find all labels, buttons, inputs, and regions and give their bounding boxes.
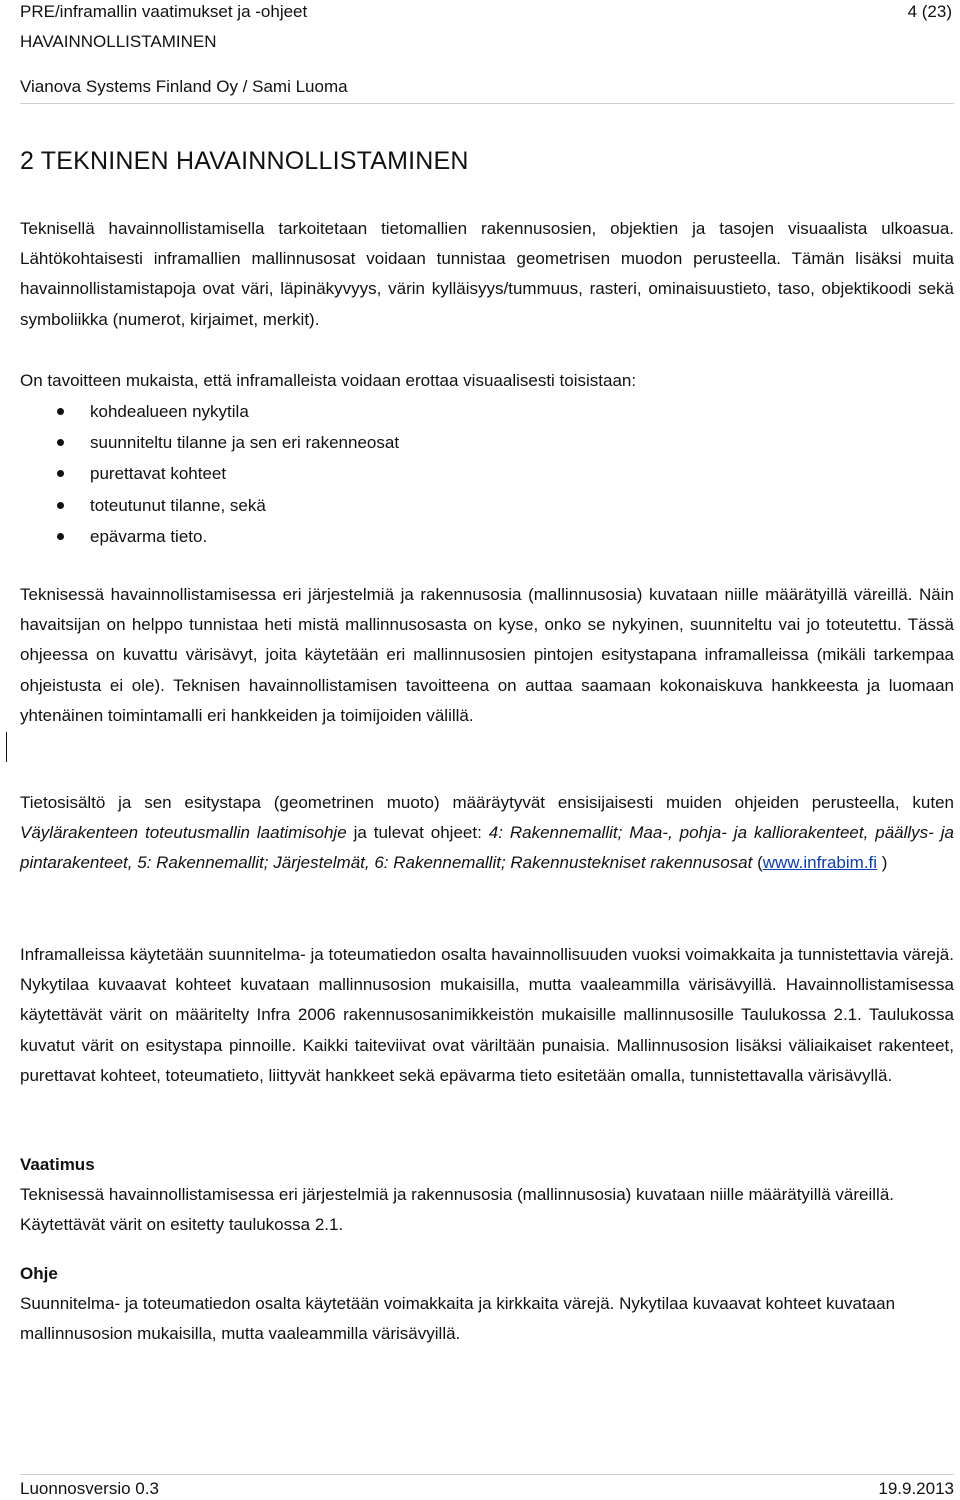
list-item: purettavat kohteet [20,458,399,489]
bullet-icon [57,533,64,540]
intro-paragraph: Teknisellä havainnollistamisella tarkoitetaan tietomallien rakennusosien, objektien ja tasojen visuaalista ulkoasua. Lähtökohtaisesti inframallien mallinnusosat voidaan tunnistaa geometrisen muodon perusteella. Tämän lisäksi muita havainnollistamistapoja ovat väri, läpinäkyvyys, värin kylläisyys/tummuus, rasteri, ominaisuustieto, taso, objektikoodi sekä symboliikka (numerot, kirjaimet, merkit). [20,219,954,329]
page-number: 4 (23) [907,2,952,21]
guideline-text: Suunnitelma- ja toteumatiedon osalta käytetään voimakkaita ja kirkkaita värejä. Nykytilaa kuvaavat kohteet kuvataan mallinnusosion mukaisilla, mutta vaaleammilla värisävyillä. [20,1294,896,1344]
technical-visualization-paragraph: Teknisessä havainnollistamisessa eri järjestelmiä ja rakennusosia (mallinnusosia) kuvataan niille määrätyillä väreillä. Näin havaitsijan on helppo tunnistaa heti mistä mallinnusosasta on kyse, onko se nykyinen, suunniteltu vai jo toteutettu. Tässä ohjeessa on kuvattu värisävyt, joita käytetään eri mallinnusosien pintojen esitystapana inframalleissa (mikäli tarkempaa ohjeistusta ei ole). Teknisen havainnollistamisen tavoitteena on auttaa saamaan kokonaiskuva hankkeesta ja luomaan yhtenäinen toimintamalli eri hankkeiden ja toimijoiden välillä. [20,585,954,725]
section-heading: 2 TEKNINEN HAVAINNOLLISTAMINEN [20,147,469,175]
list-item: suunniteltu tilanne ja sen eri rakenneosat [20,427,399,458]
goal-intro: On tavoitteen mukaista, että inframalleista voidaan erottaa visuaalisesti toisistaan: [20,371,637,390]
guideline-heading: Ohje [20,1264,58,1283]
bullet-icon [57,439,64,446]
document-subtitle: HAVAINNOLLISTAMINEN [20,32,217,51]
guideline-document-name: Väylärakenteen toteutusmallin laatimisohje [20,823,347,843]
document-title: PRE/inframallin vaatimukset ja -ohjeet [20,2,308,21]
infrabim-link[interactable]: www.infrabim.fi [762,853,878,873]
author-company: Vianova Systems Finland Oy / Sami Luoma [20,77,348,96]
goal-bullet-list [20,396,399,552]
data-content-paragraph: Tietosisältö ja sen esitystapa (geometrinen muoto) määräytyvät ensisijaisesti muiden ohjeiden perusteella, kuten Väylärakenteen toteutusmallin laatimisohje ja tulevat ohjeet: 4: Rakennemallit; Maa-, pohja- ja kalliorakenteet, päällys- ja pintarakenteet, 5: Rakennemallit; Järjestelmät, 6: Rakennemallit; Rakennustekniset rakennusosat (www.infrabim.fi ) [20,793,954,873]
list-item: epävarma tieto. [20,521,399,552]
bullet-icon [57,470,64,477]
document-date: 19.9.2013 [878,1479,954,1498]
document-version: Luonnosversio 0.3 [20,1479,159,1498]
change-bar [6,732,7,762]
header-divider [20,103,954,104]
color-usage-paragraph: Inframalleissa käytetään suunnitelma- ja toteumatiedon osalta havainnollisuuden vuoksi voimakkaita ja tunnistettavia värejä. Nykytilaa kuvaavat kohteet kuvataan mallinnusosion mukaisilla, mutta vaaleammilla värisävyillä. Havainnollistamisessa käytettävät värit on määritelty Infra 2006 rakennusosanimikkeistön mukaisille mallinnusosille Taulukossa 2.1. Taulukossa kuvatut värit on esitystapa pinnoille. Kaikki taiteviivat ovat väriltään punaisia. Mallinnusosion lisäksi väliaikaiset rakenteet, purettavat kohteet, toteumatieto, liittyvät hankkeet sekä epävarma tieto esitetään omalla, tunnistettavalla värisävyllä. [20,945,954,1085]
list-item: kohdealueen nykytila [20,396,399,427]
bullet-icon [57,502,64,509]
bullet-icon [57,408,64,415]
footer-divider [20,1474,954,1475]
upcoming-guidelines: 4: Rakennemallit; Maa-, pohja- ja kalliorakenteet, päällys- ja pintarakenteet, 5: Rakennemallit; Järjestelmät, 6: Rakennemallit; Rakennustekniset rakennusosat [20,823,954,873]
requirement-heading: Vaatimus [20,1155,95,1174]
requirement-text: Teknisessä havainnollistamisessa eri järjestelmiä ja rakennusosia (mallinnusosia) kuvataan niille määrätyillä väreillä. Käytettävät värit on esitetty taulukossa 2.1. [20,1185,895,1235]
list-item: toteutunut tilanne, sekä [20,490,399,521]
